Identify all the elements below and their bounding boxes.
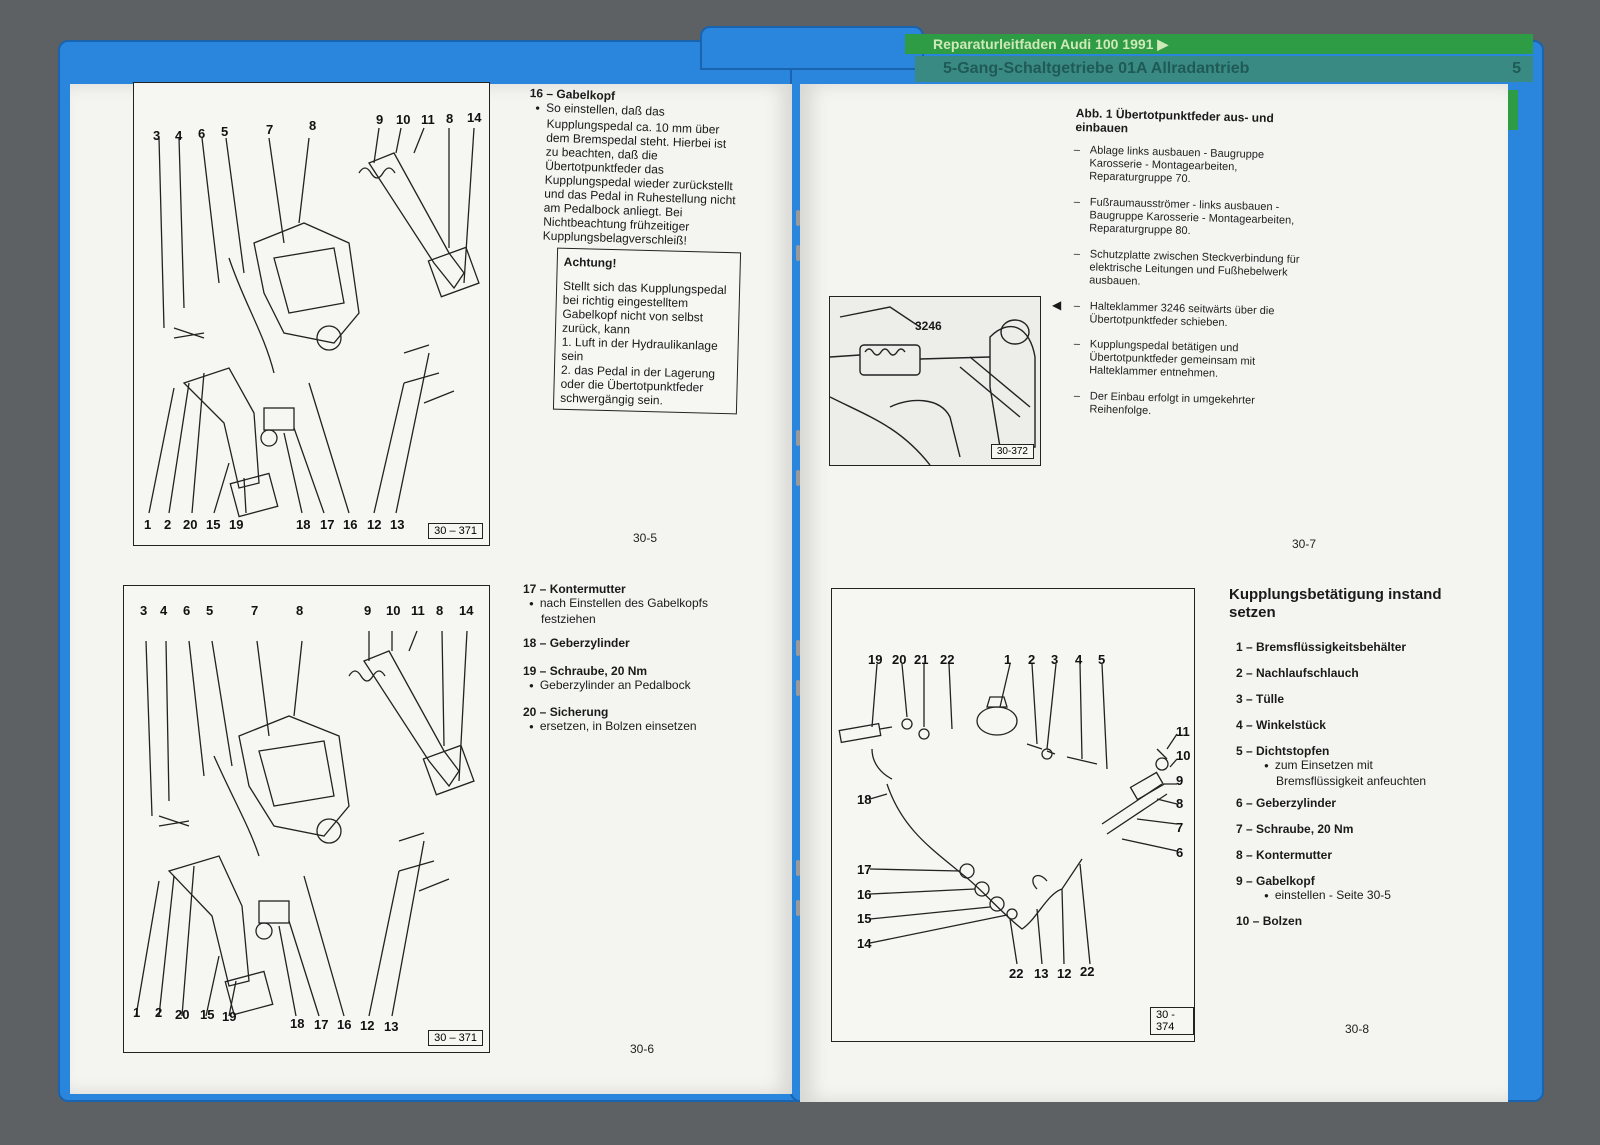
callout-label: 12 bbox=[1057, 966, 1072, 981]
legend-item-label: 2 – Nachlaufschlauch bbox=[1236, 666, 1359, 680]
callout-label: 12 bbox=[367, 517, 382, 532]
callout-label: 1 bbox=[1004, 652, 1012, 667]
legend-item-10 bbox=[1236, 914, 1436, 928]
drawing-id: 30-372 bbox=[991, 444, 1034, 459]
callout-label: 13 bbox=[384, 1019, 399, 1034]
page-number: 30-5 bbox=[633, 531, 658, 545]
callout-label: 11 bbox=[421, 112, 435, 127]
callout-label: 7 bbox=[251, 603, 259, 618]
binder-tab bbox=[700, 26, 924, 70]
legend-item-label: 17 – Kontermutter bbox=[523, 582, 626, 596]
callout-label: 7 bbox=[1176, 820, 1184, 835]
legend-item-1 bbox=[1236, 640, 1436, 654]
callout-label: 19 bbox=[229, 517, 244, 532]
legend-item-label: 5 – Dichtstopfen bbox=[1236, 744, 1330, 758]
callout-label: 2 bbox=[164, 517, 172, 532]
header-strip-number: 5 bbox=[1512, 60, 1521, 77]
legend-item-3 bbox=[1236, 692, 1436, 706]
callout-label: 20 bbox=[183, 517, 198, 532]
callout-label: 8 bbox=[1176, 796, 1184, 811]
callout-label: 15 bbox=[857, 911, 872, 926]
legend-item-label: 16 – Gabelkopf bbox=[529, 86, 616, 103]
callout-label: 6 bbox=[1176, 845, 1184, 860]
binder-ring bbox=[796, 245, 800, 261]
instruction-step: – Der Einbau erfolgt in umgekehrter Reihenfolge. bbox=[1073, 390, 1315, 422]
header-strip-title: 5-Gang-Schaltgetriebe 01A Allradantrieb bbox=[943, 60, 1250, 77]
legend-item-5 bbox=[1236, 744, 1436, 788]
drawing-id: 30 - 374 bbox=[1150, 1007, 1194, 1035]
pedal-assembly-drawing bbox=[124, 586, 489, 1052]
callout-label: 16 bbox=[343, 517, 358, 532]
legend-item-6 bbox=[1236, 796, 1436, 810]
binder-ring bbox=[796, 640, 800, 656]
legend-item-label: 6 – Geberzylinder bbox=[1236, 796, 1337, 810]
warning-box bbox=[553, 248, 741, 415]
legend-item-label: 10 – Bolzen bbox=[1236, 914, 1303, 928]
callout-label: 11 bbox=[411, 603, 425, 618]
callout-label: 22 bbox=[1009, 966, 1024, 981]
photo-label: 3246 bbox=[915, 319, 942, 333]
legend-item-note: ● einstellen - Seite 30-5 bbox=[1236, 888, 1436, 904]
binder-ring bbox=[796, 900, 800, 916]
callout-label: 11 bbox=[1176, 724, 1190, 739]
callout-label: 17 bbox=[320, 517, 335, 532]
callout-label: 3 bbox=[1051, 652, 1059, 667]
callout-label: 17 bbox=[314, 1017, 329, 1032]
callout-label: 2 bbox=[1028, 652, 1036, 667]
callout-label: 16 bbox=[857, 887, 872, 902]
callout-label: 9 bbox=[376, 112, 384, 127]
legend-item-4 bbox=[1236, 718, 1436, 732]
callout-label: 8 bbox=[446, 111, 454, 126]
legend-item-18 bbox=[523, 636, 738, 650]
callout-label: 10 bbox=[396, 112, 411, 127]
callout-label: 14 bbox=[459, 603, 474, 618]
legend-item-label: 9 – Gabelkopf bbox=[1236, 874, 1315, 888]
callout-label: 13 bbox=[1034, 966, 1049, 981]
legend-item-note: ● So einstellen, daß das Kupplungspedal ca. 10 mm über dem Bremspedal steht. Hierbei ist zu beachten, daß die Übertotpunktfeder das Kupplungspedal wieder zurückstellt und das Pedal in Ruhestellung nicht am Pedalbock anliegt. Bei Nichtbeachtung frühzeitiger Kupplungsbelagverschleiß! bbox=[525, 100, 740, 249]
header-strip bbox=[915, 56, 1533, 82]
callout-label: 14 bbox=[467, 110, 482, 125]
drawing-id: 30 – 371 bbox=[428, 523, 483, 539]
instruction-step: – Schutzplatte zwischen Steckverbindung für elektrische Leitungen und Fußhebelwerk ausbauen. bbox=[1073, 248, 1315, 293]
pointer-arrow-icon: ◀ bbox=[1052, 298, 1062, 312]
callout-label: 1 bbox=[144, 517, 152, 532]
callout-label: 8 bbox=[309, 118, 317, 133]
callout-label: 13 bbox=[390, 517, 405, 532]
legend-item-17 bbox=[523, 582, 738, 626]
legend-item-label: 3 – Tülle bbox=[1236, 692, 1285, 706]
legend-item-2 bbox=[1236, 666, 1436, 680]
legend-item-16 bbox=[525, 86, 740, 249]
callout-label: 4 bbox=[160, 603, 168, 618]
legend-item-label: 19 – Schraube, 20 Nm bbox=[523, 664, 648, 678]
legend-item-20 bbox=[523, 705, 738, 735]
callout-label: 5 bbox=[221, 124, 229, 139]
callout-label: 20 bbox=[892, 652, 907, 667]
instruction-step: – Kupplungspedal betätigen und Übertotpunktfeder gemeinsam mit Halteklammer entnehmen. bbox=[1073, 338, 1315, 383]
warning-title: Achtung! bbox=[563, 254, 617, 271]
page-number: 30-8 bbox=[1345, 1022, 1370, 1036]
binder-ring bbox=[796, 860, 800, 876]
binder-ring bbox=[796, 680, 800, 696]
legend-item-label: 1 – Bremsflüssigkeitsbehälter bbox=[1236, 640, 1407, 654]
legend-item-label: 4 – Winkelstück bbox=[1236, 718, 1326, 732]
legend-item-label: 8 – Kontermutter bbox=[1236, 848, 1333, 862]
legend-item-note: ● zum Einsetzen mit Bremsflüssigkeit anfeuchten bbox=[1236, 758, 1436, 788]
callout-label: 19 bbox=[868, 652, 883, 667]
legend-item-label: 7 – Schraube, 20 Nm bbox=[1236, 822, 1354, 836]
callout-label: 15 bbox=[200, 1007, 215, 1022]
legend-item-9 bbox=[1236, 874, 1436, 904]
callout-label: 17 bbox=[857, 862, 872, 877]
section-heading: Kupplungsbetätigung instand setzen bbox=[1229, 586, 1442, 621]
callout-label: 4 bbox=[1075, 652, 1083, 667]
callout-label: 8 bbox=[436, 603, 444, 618]
callout-label: 8 bbox=[296, 603, 304, 618]
callout-label: 10 bbox=[386, 603, 401, 618]
binder-ring bbox=[796, 210, 800, 226]
binder-ring bbox=[796, 470, 800, 486]
legend-item-7 bbox=[1236, 822, 1436, 836]
callout-label: 14 bbox=[857, 936, 872, 951]
legend-item-label: 20 – Sicherung bbox=[523, 705, 609, 719]
pedal-diagram-frame bbox=[123, 585, 490, 1053]
legend-item-label: 18 – Geberzylinder bbox=[523, 636, 630, 650]
legend-item-note: ● nach Einstellen des Gabelkopfs festziehen bbox=[523, 596, 738, 626]
pedal-diagram-frame bbox=[133, 82, 490, 546]
instruction-step: – Halteklammer 3246 seitwärts über die Übertotpunktfeder schieben. bbox=[1073, 300, 1315, 332]
legend-item-19 bbox=[523, 664, 738, 694]
page-number: 30-6 bbox=[630, 1042, 655, 1056]
callout-label: 9 bbox=[1176, 773, 1184, 788]
binder-ring bbox=[796, 430, 800, 446]
page-number: 30-7 bbox=[1292, 537, 1317, 551]
callout-label: 7 bbox=[266, 122, 274, 137]
callout-label: 6 bbox=[183, 603, 191, 618]
legend-item-note: ● Geberzylinder an Pedalbock bbox=[523, 678, 738, 694]
callout-label: 3 bbox=[153, 128, 161, 143]
callout-label: 12 bbox=[360, 1018, 375, 1033]
callout-label: 18 bbox=[296, 517, 311, 532]
callout-label: 2 bbox=[155, 1005, 163, 1020]
callout-label: 16 bbox=[337, 1017, 352, 1032]
callout-label: 22 bbox=[1080, 964, 1095, 979]
instruction-step: – Ablage links ausbauen - Baugruppe Karosserie - Montagearbeiten, Reparaturgruppe 70. bbox=[1073, 144, 1315, 189]
warning-text: Stellt sich das Kupplungspedal bei richtig eingestelltem Gabelkopf nicht von selbst zurück, kann bbox=[561, 278, 727, 337]
callout-label: 6 bbox=[198, 126, 206, 141]
callout-label: 19 bbox=[222, 1009, 237, 1024]
callout-label: 1 bbox=[133, 1005, 141, 1020]
callout-label: 4 bbox=[175, 128, 183, 143]
pedal-assembly-drawing bbox=[134, 83, 489, 545]
header-strip: Reparaturleitfaden Audi 100 1991 ▶ bbox=[905, 34, 1533, 54]
figure-photo bbox=[829, 296, 1041, 466]
callout-label: 20 bbox=[175, 1007, 190, 1022]
callout-label: 15 bbox=[206, 517, 221, 532]
callout-label: 9 bbox=[364, 603, 372, 618]
drawing-id: 30 – 371 bbox=[428, 1030, 483, 1046]
callout-label: 5 bbox=[1098, 652, 1106, 667]
warning-item: 1. Luft in der Hydraulikanlage sein bbox=[561, 334, 718, 364]
callout-label: 18 bbox=[857, 792, 872, 807]
warning-item: 2. das Pedal in der Lagerung oder die Übertotpunktfeder schwergängig sein. bbox=[560, 362, 716, 408]
callout-label: 21 bbox=[914, 652, 929, 667]
callout-label: 18 bbox=[290, 1016, 305, 1031]
legend-item-note: ● ersetzen, in Bolzen einsetzen bbox=[523, 719, 738, 735]
callout-label: 10 bbox=[1176, 748, 1191, 763]
callout-label: 5 bbox=[206, 603, 214, 618]
legend-item-8 bbox=[1236, 848, 1436, 862]
callout-label: 3 bbox=[140, 603, 148, 618]
figure-title: Abb. 1 Übertotpunktfeder aus- und einbauen bbox=[1075, 106, 1274, 136]
instruction-step: – Fußraumausströmer - links ausbauen - Baugruppe Karosserie - Montagearbeiten, Reparaturgruppe 80. bbox=[1073, 196, 1315, 241]
callout-label: 22 bbox=[940, 652, 955, 667]
